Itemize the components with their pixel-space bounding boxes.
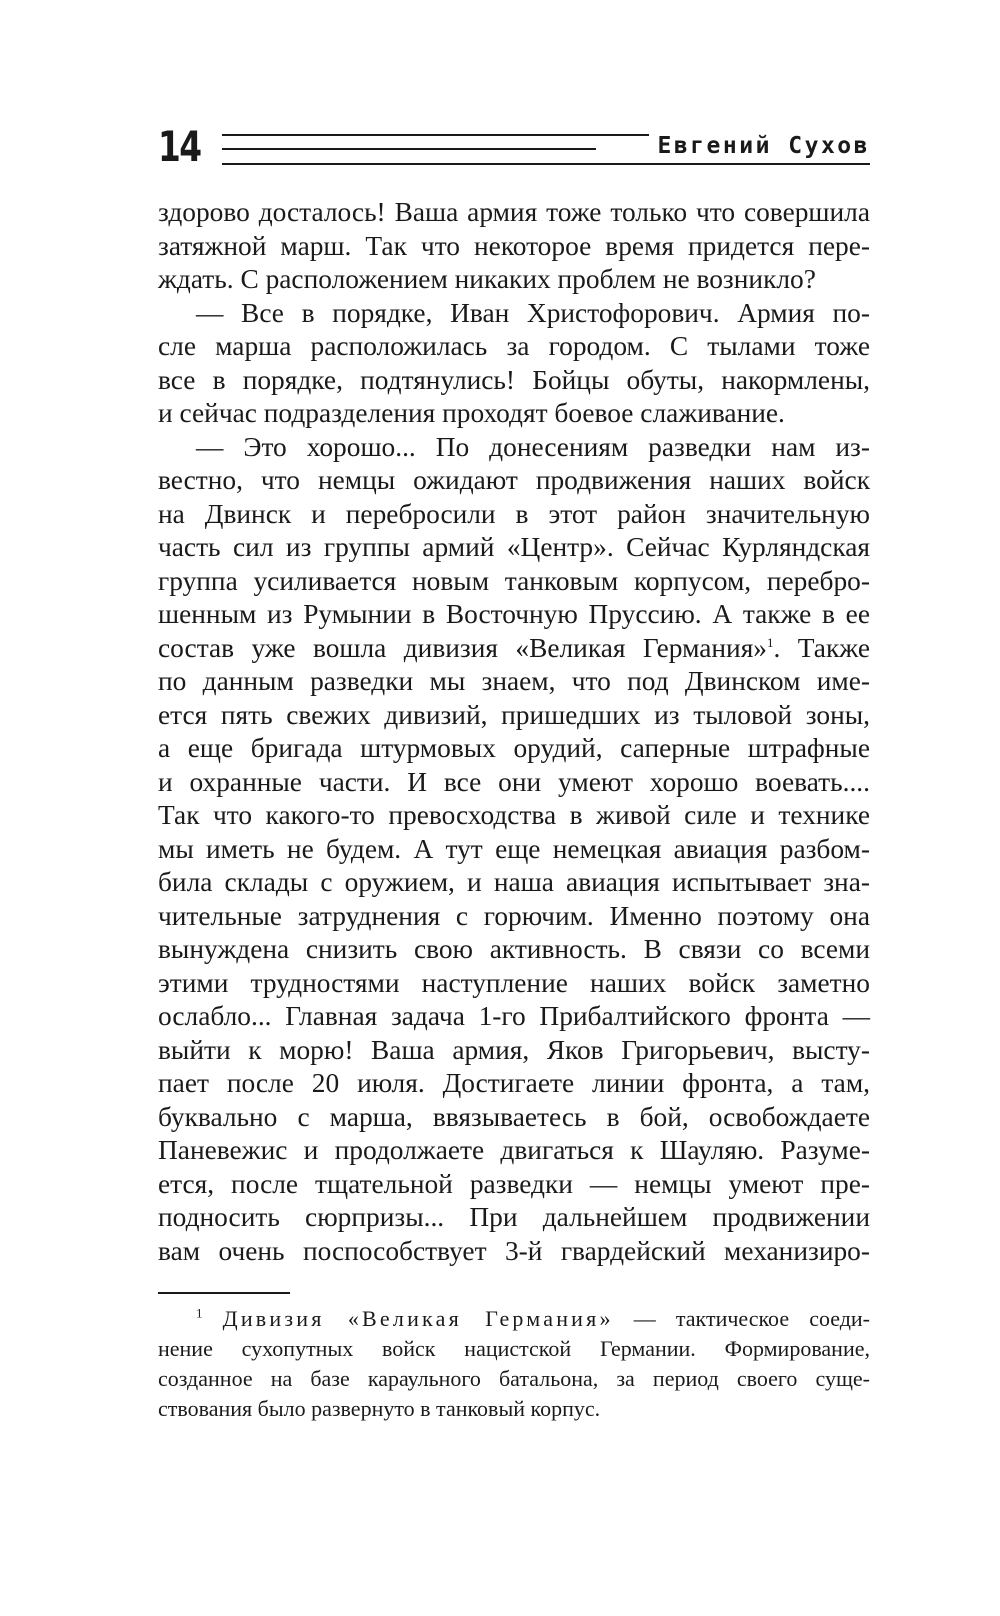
text-line: сле марша расположилась за городом. С тылами тоже [158,331,870,361]
text-line: Так что какого-то превосходства в живой силе и технике [158,800,870,830]
text-line: вынуждена снизить свою активность. В связи со всеми [158,934,870,964]
text-line: била склады с оружием, и наша авиация испытывает зна- [158,867,870,897]
text-line: вестно, что немцы ожидают продвижения наших войск [158,465,870,495]
text-line: пает после 20 июля. Достигаете линии фронта, а там, [158,1068,870,1098]
text-line: чительные затруднения с горючим. Именно поэтому она [158,900,870,931]
text-line-with-footnote [158,632,870,666]
footnote-line: созданное на базе караульного батальона, за период своего суще- [158,1366,870,1391]
page-number: 14 [158,122,201,171]
text-line: группа усиливается новым танковым корпусом, перебро- [158,565,870,596]
text-fragment: . Также [773,632,870,663]
footnote-reference: 1 [767,634,774,650]
text-line: вам очень поспособствует 3-й гвардейский механизиро- [158,1235,870,1266]
text-line: ослабло... Главная задача 1-го Прибалтийского фронта — [158,1001,870,1031]
body-text [158,196,870,1268]
text-line: а еще бригада штурмовых орудий, саперные штрафные [158,733,870,763]
text-line: затяжной марш. Так что некоторое время придется пере- [158,230,870,261]
footnote-line: ствования было развернуто в танковый корпус. [158,1396,601,1421]
header-rule-middle [222,148,596,150]
running-header [158,122,870,171]
footnote [158,1304,870,1424]
text-line: Паневежис и продолжаете двигаться к Шауляю. Разуме- [158,1135,870,1165]
text-line: часть сил из группы армий «Центр». Сейчас Курляндская [158,532,870,562]
footnote-text: — тактическое соеди- [613,1306,871,1331]
text-line: подносить сюрпризы... При дальнейшем продвижении [158,1202,870,1232]
text-line: здорово досталось! Ваша армия тоже только что совершила [158,197,870,227]
text-line: — Все в порядке, Иван Христофорович. Армия по- [196,297,870,328]
text-line: шенным из Румынии в Восточную Пруссию. А также в ее [158,599,870,629]
footnote-separator [158,1292,290,1294]
footnote-line: нение сухопутных войск нацистской Германии. Формирование, [158,1336,870,1361]
text-line: буквально с марша, ввязываетесь в бой, освобождаете [158,1101,870,1132]
header-rule-bottom [222,163,870,165]
text-line: все в порядке, подтянулись! Бойцы обуты, накормлены, [158,364,870,395]
text-line: по данным разведки мы знаем, что под Двинском име- [158,666,870,696]
text-line: — Это хорошо... По донесениям разведки нам из- [196,431,870,462]
text-line: ется пять свежих дивизий, пришедших из тыловой зоны, [158,699,870,730]
text-line: и сейчас подразделения проходят боевое слаживание. [158,398,785,428]
text-line: ется, после тщательной разведки — немцы умеют пре- [158,1168,870,1199]
text-fragment: состав уже вошла дивизия «Великая Германия» [158,632,767,663]
text-line: выйти к морю! Ваша армия, Яков Григорьевич, высту- [158,1034,870,1065]
text-line: мы иметь не будем. А тут еще немецкая авиация разбом- [158,833,870,864]
text-line: ждать. С расположением никаких проблем не возникло? [158,264,816,294]
author-name: Евгений Сухов [649,131,870,161]
text-line: этими трудностями наступление наших войск заметно [158,967,870,998]
text-line: и охранные части. И все они умеют хорошо воевать.... [158,766,870,797]
footnote-line [158,1304,870,1334]
text-line: на Двинск и перебросили в этот район значительную [158,498,870,529]
footnote-term: Дивизия «Великая Германия» [222,1306,614,1331]
footnote-marker: 1 [196,1305,203,1321]
